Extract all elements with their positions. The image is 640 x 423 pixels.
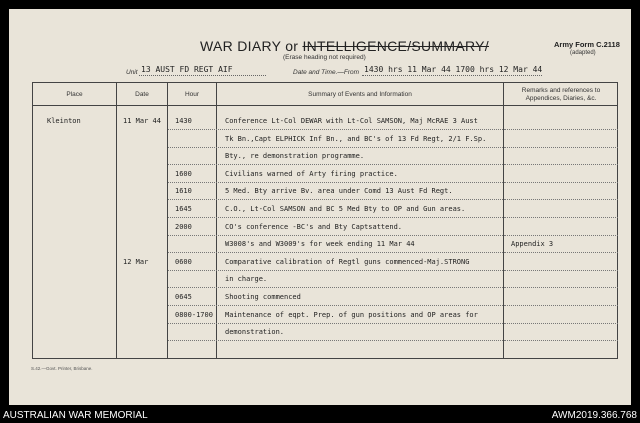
ruled-line bbox=[504, 164, 618, 165]
title-war-diary: WAR DIARY or bbox=[200, 38, 303, 54]
line-hour: 0600 bbox=[175, 257, 192, 266]
line-summary: Bty., re demonstration programme. bbox=[225, 152, 365, 161]
ruled-line bbox=[168, 252, 503, 253]
line-hour: 1645 bbox=[175, 205, 192, 213]
ruled-line bbox=[168, 235, 503, 236]
line-summary: 5 Med. Bty arrive Bv. area under Comd 13 Aust Fd Regt. bbox=[225, 187, 453, 196]
line-summary: Conference Lt-Col DEWAR with Lt-Col SAMSON, Maj McRAE 3 Aust bbox=[225, 117, 478, 125]
ruled-line bbox=[504, 199, 618, 200]
column-divider bbox=[167, 83, 168, 358]
page-title bbox=[200, 38, 489, 54]
header-remarks bbox=[504, 87, 618, 103]
ruled-line bbox=[504, 252, 618, 253]
ruled-line bbox=[168, 217, 503, 218]
footer-institution: AUSTRALIAN WAR MEMORIAL bbox=[3, 410, 148, 421]
diary-table bbox=[32, 82, 618, 359]
ruled-line bbox=[504, 340, 618, 341]
ruled-line bbox=[168, 323, 503, 324]
header-date: Date bbox=[135, 91, 149, 98]
ruled-line bbox=[504, 147, 618, 148]
footer-accession-number: AWM2019.366.768 bbox=[551, 410, 637, 421]
army-form-number: Army Form C.2118 bbox=[554, 40, 620, 49]
ruled-line bbox=[504, 217, 618, 218]
line-hour: 1610 bbox=[175, 187, 192, 196]
unit-underline bbox=[139, 75, 266, 76]
ruled-line bbox=[168, 270, 503, 271]
header-summary: Summary of Events and Information bbox=[308, 91, 412, 98]
column-divider bbox=[116, 83, 117, 358]
line-hour: 1600 bbox=[175, 169, 192, 178]
header-hour: Hour bbox=[184, 91, 200, 98]
header-place: Place bbox=[66, 91, 83, 98]
adapted-note: (adapted) bbox=[570, 50, 596, 56]
line-summary: Tk Bn.,Capt ELPHICK Inf Bn., and BC's of 13 Fd Regt, 2/1 F.Sp. bbox=[225, 134, 487, 143]
title-intelligence-summary: INTELLIGENCE/SUMMARY/ bbox=[302, 38, 489, 54]
line-hour: 0645 bbox=[175, 293, 192, 301]
line-hour: 1430 bbox=[175, 117, 192, 125]
printer-imprint: S.42.—Govt. Printer, Brisbane. bbox=[31, 366, 93, 371]
ruled-line bbox=[168, 305, 503, 306]
unit-label: Unit bbox=[126, 69, 138, 76]
column-divider bbox=[216, 83, 217, 358]
ruled-line bbox=[504, 305, 618, 306]
header-divider bbox=[33, 105, 617, 106]
line-summary: Maintenance of eqpt. Prep. of gun positions and OP areas for bbox=[225, 310, 478, 319]
header-remarks-line1: Remarks and references to bbox=[521, 87, 601, 94]
ruled-line bbox=[504, 235, 618, 236]
erase-note: (Erase heading not required) bbox=[283, 54, 366, 61]
line-summary: in charge. bbox=[225, 275, 268, 284]
column-divider bbox=[503, 83, 504, 358]
unit-value: 13 AUST FD REGT AIF bbox=[141, 65, 233, 74]
datetime-underline bbox=[362, 75, 542, 76]
line-summary: Civilians warned of Arty firing practice. bbox=[225, 169, 398, 178]
ruled-line bbox=[504, 287, 618, 288]
line-hour: 0800-1700 bbox=[175, 310, 213, 319]
line-summary: demonstration. bbox=[225, 328, 285, 337]
line-date: 11 Mar 44 bbox=[123, 117, 161, 125]
datetime-value: 1430 hrs 11 Mar 44 1700 hrs 12 Mar 44 bbox=[364, 65, 543, 74]
ruled-line bbox=[168, 147, 503, 148]
line-summary: C.O., Lt-Col SAMSON and BC 5 Med Bty to OP and Gun areas. bbox=[225, 205, 466, 213]
line-hour: 2000 bbox=[175, 222, 192, 231]
line-summary: CO's conference -BC's and Bty Captsattend. bbox=[225, 222, 403, 231]
ruled-line bbox=[168, 182, 503, 183]
ruled-line bbox=[504, 323, 618, 324]
header-remarks-line2: Appendices, Diaries, &c. bbox=[525, 95, 597, 102]
ruled-line bbox=[168, 199, 503, 200]
ruled-line bbox=[168, 164, 503, 165]
line-date: 12 Mar bbox=[123, 257, 149, 266]
line-summary: Comparative calibration of Regtl guns commenced-Maj.STRONG bbox=[225, 257, 470, 266]
ruled-line bbox=[504, 270, 618, 271]
line-summary: Shooting commenced bbox=[225, 293, 301, 301]
ruled-line bbox=[504, 129, 618, 130]
ruled-line bbox=[168, 129, 503, 130]
ruled-line bbox=[168, 340, 503, 341]
line-remarks: Appendix 3 bbox=[511, 240, 554, 249]
line-place: Kleinton bbox=[47, 117, 81, 125]
line-summary: W3008's and W3009's for week ending 11 Mar 44 bbox=[225, 240, 415, 249]
ruled-line bbox=[168, 287, 503, 288]
datetime-label: Date and Time.—From bbox=[293, 69, 360, 76]
ruled-line bbox=[504, 182, 618, 183]
